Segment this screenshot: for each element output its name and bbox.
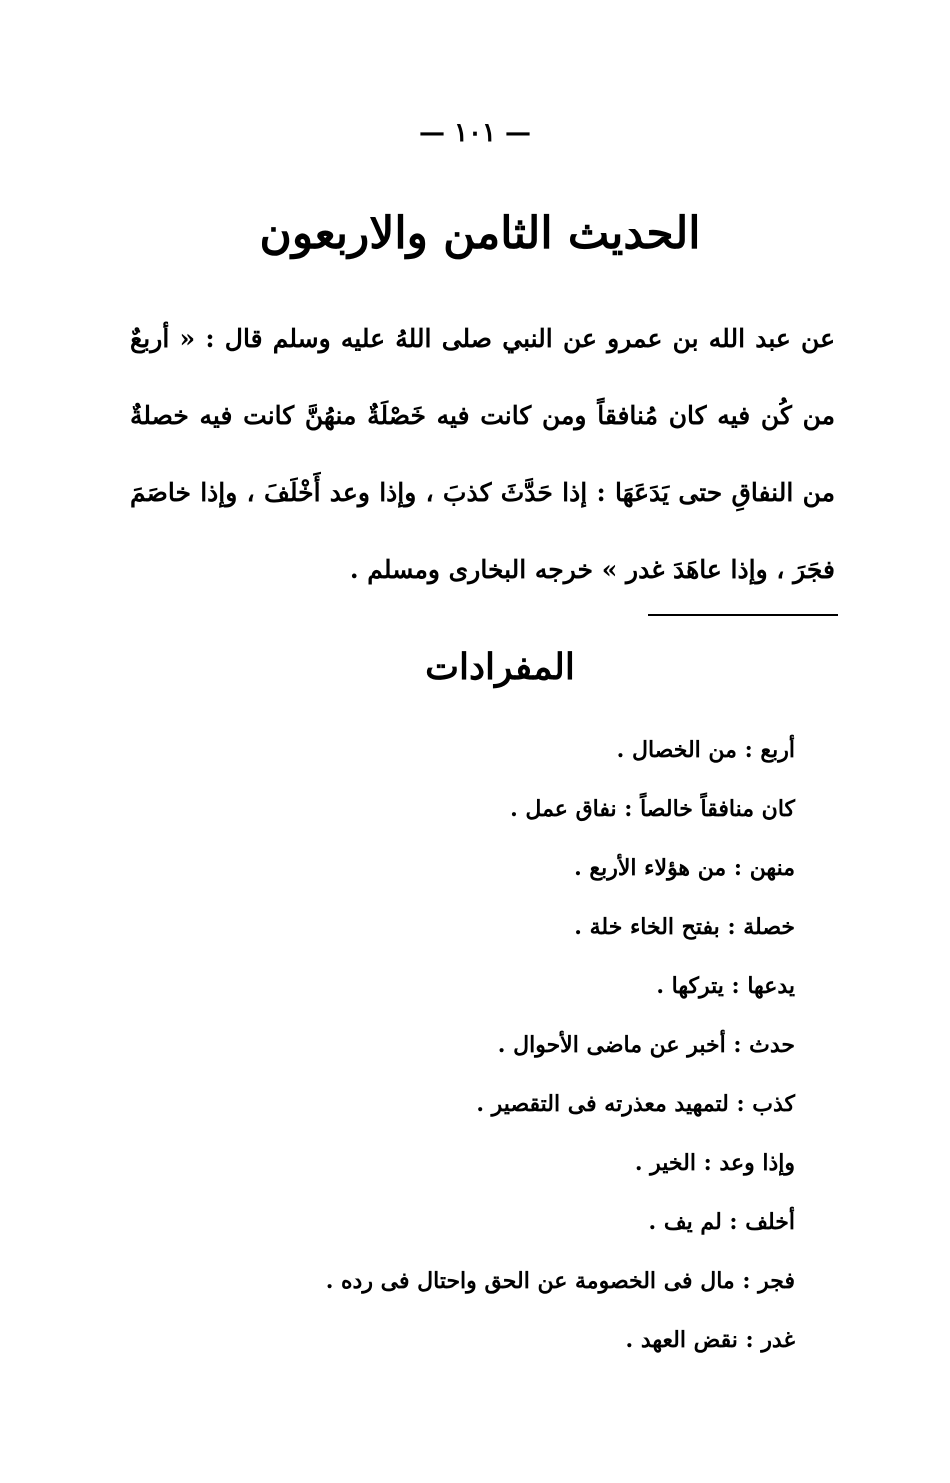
vocabulary-list <box>300 722 795 1371</box>
vocabulary-term: يدعها <box>747 973 795 999</box>
vocabulary-term: أخلف <box>745 1209 795 1235</box>
vocabulary-item: حدث : أخبر عن ماضى الأحوال . <box>497 1032 795 1058</box>
section-divider <box>648 614 838 616</box>
vocabulary-term: حدث <box>749 1032 795 1058</box>
vocabulary-item: كذب : لتمهيد معذرته فى التقصير . <box>476 1091 795 1117</box>
vocabulary-meaning: بفتح الخاء خلة . <box>574 914 720 940</box>
vocabulary-item: أخلف : لم يف . <box>648 1209 795 1235</box>
vocabulary-term: كان منافقاً خالصاً <box>640 796 795 822</box>
hadith-title: الحديث الثامن والاربعون <box>259 208 701 259</box>
vocabulary-item: فجر : مال فى الخصومة عن الحق واحتال فى رده . <box>325 1268 795 1294</box>
vocabulary-item: أربع : من الخصال . <box>616 737 795 763</box>
vocabulary-meaning: الخير . <box>634 1150 696 1176</box>
hadith-text: عن عبد الله بن عمرو عن النبي صلى اللهُ عليه وسلم قال : « أربعٌ من كُن فيه كان مُنافقاً ومن كانت فيه خَصْلَةٌ منهُنَّ كانت فيه خصلةٌ من النفاقِ حتى يَدَعَهَا : إذا حَدَّثَ كذبَ ، وإذا وعد أَخْلَفَ ، وإذا خاصَمَ فجَرَ ، وإذا عاهَدَ غدر » خرجه البخارى ومسلم . <box>130 324 835 584</box>
vocabulary-meaning: من الخصال . <box>616 737 737 763</box>
vocabulary-item: خصلة : بفتح الخاء خلة . <box>574 914 795 940</box>
vocabulary-meaning: يتركها . <box>656 973 724 999</box>
vocabulary-meaning: مال فى الخصومة عن الحق واحتال فى رده . <box>325 1268 735 1294</box>
vocabulary-meaning: لم يف . <box>648 1209 722 1235</box>
vocabulary-item: وإذا وعد : الخير . <box>634 1150 795 1176</box>
page-number: — ١٠١ — <box>418 118 532 148</box>
vocabulary-meaning: من هؤلاء الأربع . <box>574 855 727 881</box>
vocabulary-meaning: نقض العهد . <box>625 1327 738 1353</box>
vocabulary-term: غدر <box>761 1327 795 1353</box>
vocabulary-term: منهن <box>749 855 795 881</box>
vocabulary-meaning: لتمهيد معذرته فى التقصير . <box>476 1091 729 1117</box>
vocabulary-term: أربع <box>760 737 795 763</box>
vocabulary-term: فجر <box>758 1268 795 1294</box>
vocabulary-item: غدر : نقض العهد . <box>625 1327 795 1353</box>
vocabulary-term: كذب <box>752 1091 795 1117</box>
vocabulary-item: كان منافقاً خالصاً : نفاق عمل . <box>510 796 795 822</box>
vocabulary-meaning: نفاق عمل . <box>510 796 617 822</box>
vocabulary-item: منهن : من هؤلاء الأربع . <box>574 855 795 881</box>
vocabulary-term: وإذا وعد <box>719 1150 795 1176</box>
vocabulary-heading: المفرادات <box>425 646 575 688</box>
vocabulary-item: يدعها : يتركها . <box>656 973 795 999</box>
vocabulary-term: خصلة <box>743 914 795 940</box>
vocabulary-meaning: أخبر عن ماضى الأحوال . <box>497 1032 726 1058</box>
